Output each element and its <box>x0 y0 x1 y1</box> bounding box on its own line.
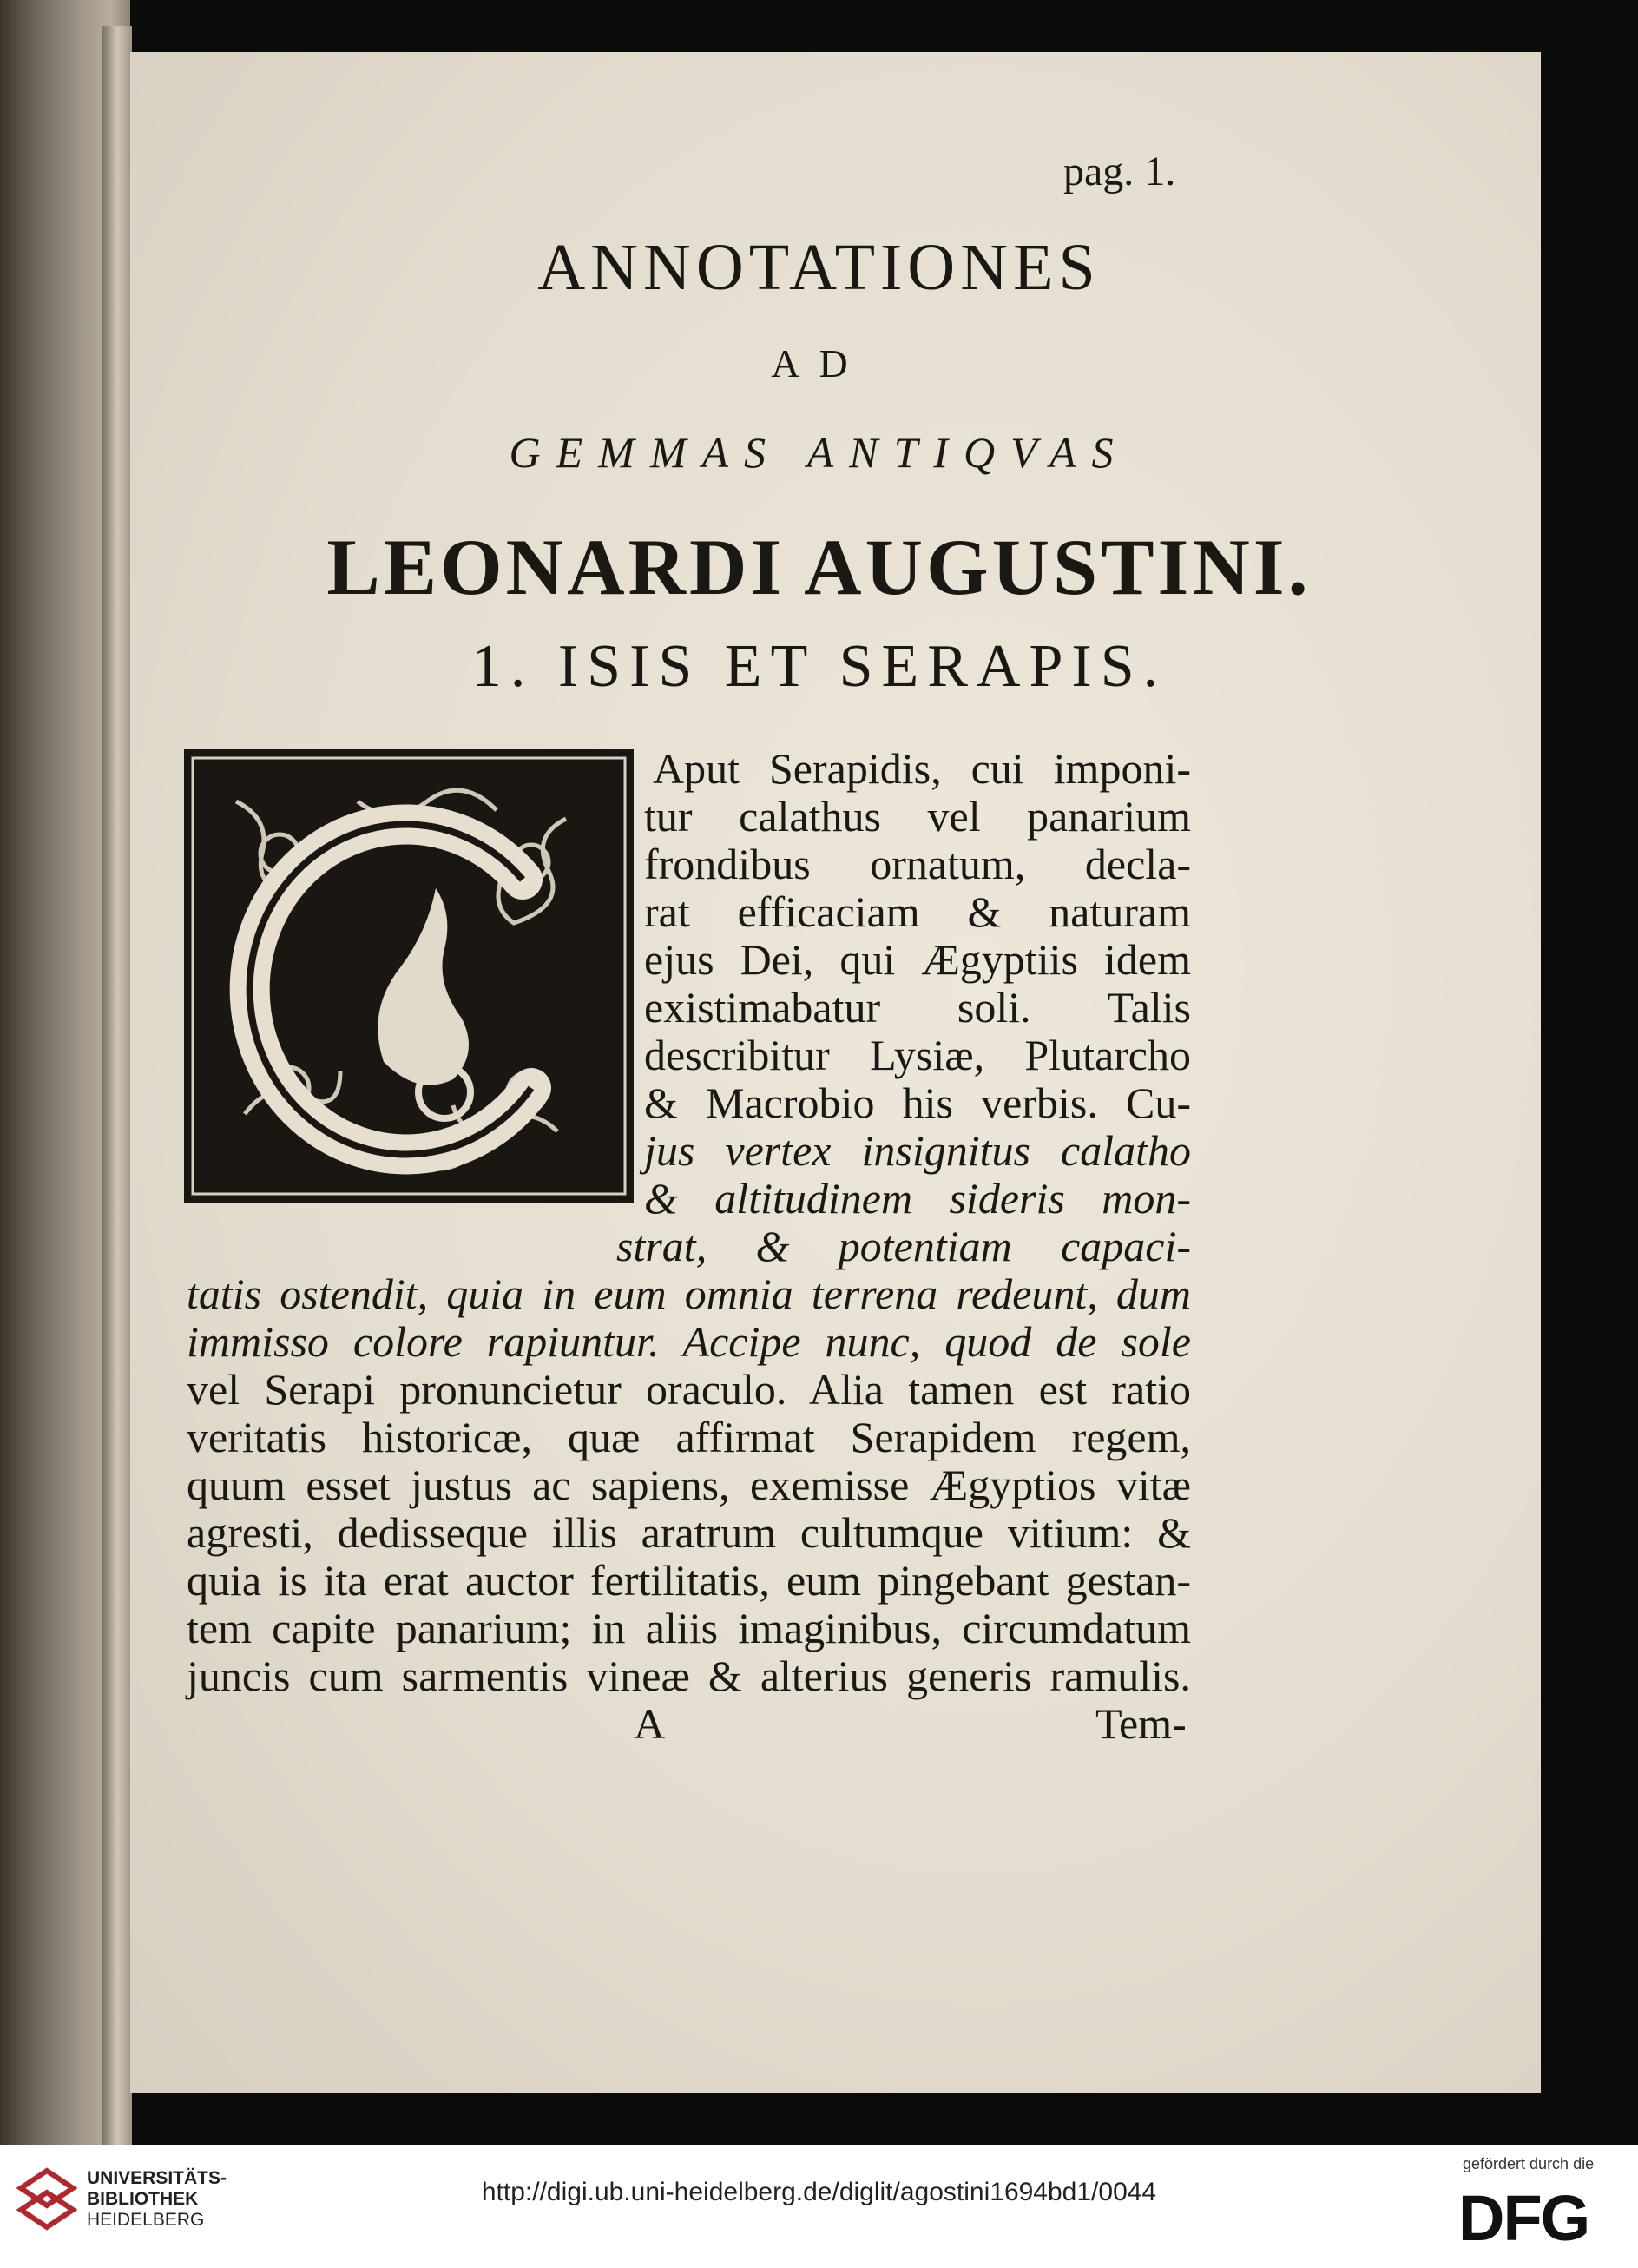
text-line: existimabatur soli. Talis <box>644 983 1191 1032</box>
dfg-logo: DFG <box>1458 2182 1589 2254</box>
text-line: immisso colore rapiuntur. Accipe nunc, quod de sole <box>187 1317 1191 1366</box>
funding-note: gefördert durch die <box>1463 2155 1595 2172</box>
text-line: & Macrobio his verbis. Cu- <box>644 1078 1191 1127</box>
section-heading: 1. ISIS ET SERAPIS. <box>470 633 1168 700</box>
page-number: pag. 1. <box>1063 148 1176 194</box>
text-line: agresti, dedisseque illis aratrum cultumque vitium: & <box>187 1508 1191 1557</box>
text-line: strat, & potentiam capaci- <box>616 1222 1191 1270</box>
text-line: ejus Dei, qui Ægyptiis idem <box>644 935 1191 984</box>
text-line: jus vertex insignitus calatho <box>644 1126 1191 1175</box>
text-line: Aput Serapidis, cui imponi- <box>653 744 1191 793</box>
text-line: juncis cum sarmentis vineæ & alterius generis ramulis. <box>187 1652 1191 1700</box>
library-name-line: HEIDELBERG <box>87 2210 205 2230</box>
signature-mark: A <box>634 1699 666 1748</box>
catchword: Tem- <box>1095 1699 1187 1748</box>
author-heading: LEONARDI AUGUSTINI. <box>326 523 1312 611</box>
text-line: tem capite panarium; in aliis imaginibus, circumdatum <box>187 1604 1191 1652</box>
library-name-line: UNIVERSITÄTS- <box>87 2168 227 2188</box>
page-url-link[interactable]: http://digi.ub.uni-heidelberg.de/diglit/agostini1694bd1/0044 <box>481 2178 1157 2206</box>
title: ANNOTATIONES <box>537 231 1101 304</box>
library-name-line: BIBLIOTHEK <box>87 2189 199 2209</box>
text-line: frondibus ornatum, decla- <box>644 840 1191 888</box>
text-line: quum esset justus ac sapiens, exemisse Ægyptios vitæ <box>187 1460 1191 1509</box>
text-line: veritatis historicæ, quæ affirmat Serapidem regem, <box>187 1413 1191 1461</box>
url-bar <box>0 2178 1638 2207</box>
text-line: describitur Lysiæ, Plutarcho <box>644 1031 1191 1079</box>
text-line: quia is ita erat auctor fertilitatis, eum pingebant gestan- <box>187 1556 1191 1605</box>
decorated-initial-c-icon <box>184 749 634 1203</box>
text-line: tatis ostendit, quia in eum omnia terrena redeunt, dum <box>187 1269 1191 1318</box>
text-line: rat efficaciam & naturam <box>644 887 1191 936</box>
text-line: vel Serapi pronuncietur oraculo. Alia tamen est ratio <box>187 1365 1191 1414</box>
subtitle: GEMMAS ANTIQVAS <box>509 428 1129 477</box>
text-line: tur calathus vel panarium <box>644 792 1191 841</box>
title-ad: AD <box>771 341 867 386</box>
text-line: & altitudinem sideris mon- <box>644 1174 1191 1223</box>
